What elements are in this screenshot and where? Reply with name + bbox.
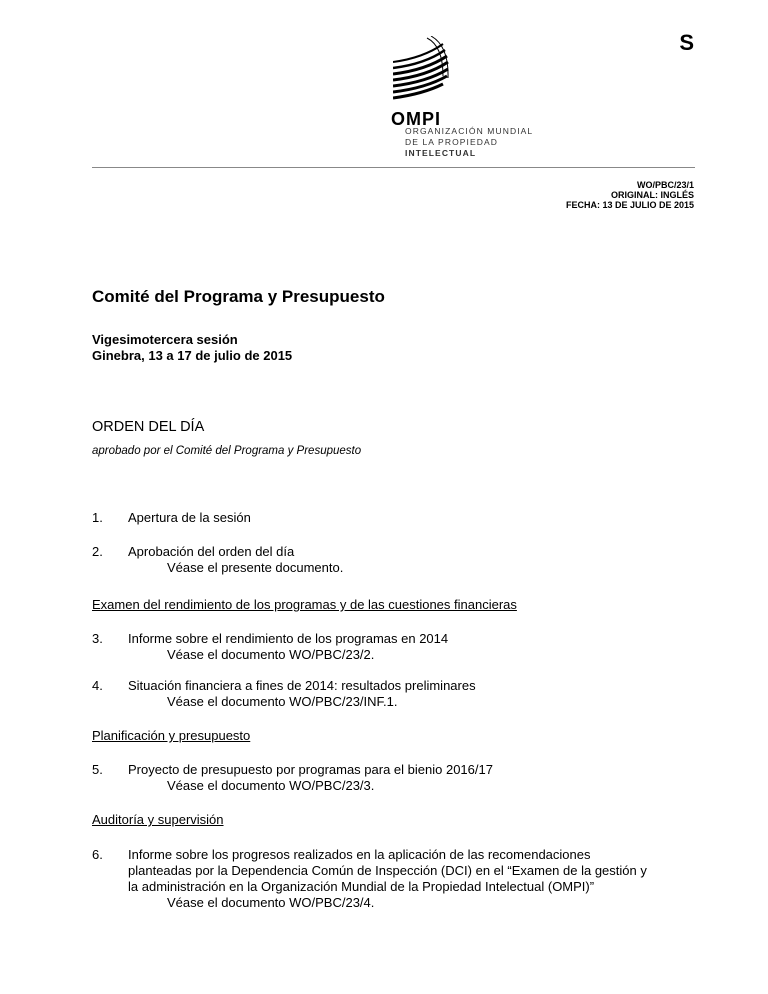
page-title: Comité del Programa y Presupuesto [92, 287, 385, 306]
section-heading: Examen del rendimiento de los programas y de las cuestiones financieras [92, 597, 517, 612]
item-reference: Véase el documento WO/PBC/23/3. [167, 778, 375, 793]
section-heading: Auditoría y supervisión [92, 812, 224, 827]
item-reference: Véase el presente documento. [167, 560, 344, 575]
session-info: Vigesimotercera sesión Ginebra, 13 a 17 de julio de 2015 [92, 332, 293, 363]
item-text: Informe sobre los progresos realizados en la aplicación de las recomendaciones planteadas por la Dependencia Común de Inspección (DCI) en el “Examen de la gestión y la administración en la Organización Mundial de la Propiedad Intelectual (OMPI)” [128, 847, 647, 894]
item-reference: Véase el documento WO/PBC/23/4. [167, 895, 375, 910]
item-text: Situación financiera a fines de 2014: resultados preliminares [128, 678, 476, 693]
doc-date: FECHA: 13 DE JULIO DE 2015 [565, 200, 694, 210]
approved-by: aprobado por el Comité del Programa y Presupuesto [92, 445, 362, 457]
item-text: Proyecto de presupuesto por programas para el bienio 2016/17 [128, 762, 493, 777]
item-number: 6. [92, 847, 103, 862]
doc-ref: WO/PBC/23/1 [636, 180, 694, 190]
item-text: Aprobación del orden del día [128, 544, 295, 559]
item-number: 3. [92, 631, 103, 646]
original-language: ORIGINAL: INGLÉS [611, 190, 694, 200]
language-code: S [679, 30, 694, 55]
item-text: Apertura de la sesión [128, 510, 251, 525]
item-number: 1. [92, 510, 103, 525]
document-meta [566, 180, 694, 210]
section-heading: Planificación y presupuesto [92, 728, 251, 743]
item-number: 2. [92, 544, 103, 559]
item-reference: Véase el documento WO/PBC/23/INF.1. [167, 694, 398, 709]
agenda-heading: ORDEN DEL DÍA [92, 419, 205, 435]
logo-subtitle: ORGANIZACIÓN MUNDIAL DE LA PROPIEDAD INTELECTUAL [405, 126, 534, 158]
header-divider [92, 167, 695, 168]
logo-name: OMPI [391, 109, 442, 129]
item-text: Informe sobre el rendimiento de los programas en 2014 [128, 631, 449, 646]
item-number: 4. [92, 678, 103, 693]
item-number: 5. [92, 762, 103, 777]
item-reference: Véase el documento WO/PBC/23/2. [167, 647, 375, 662]
wipo-logo-icon [393, 36, 453, 108]
